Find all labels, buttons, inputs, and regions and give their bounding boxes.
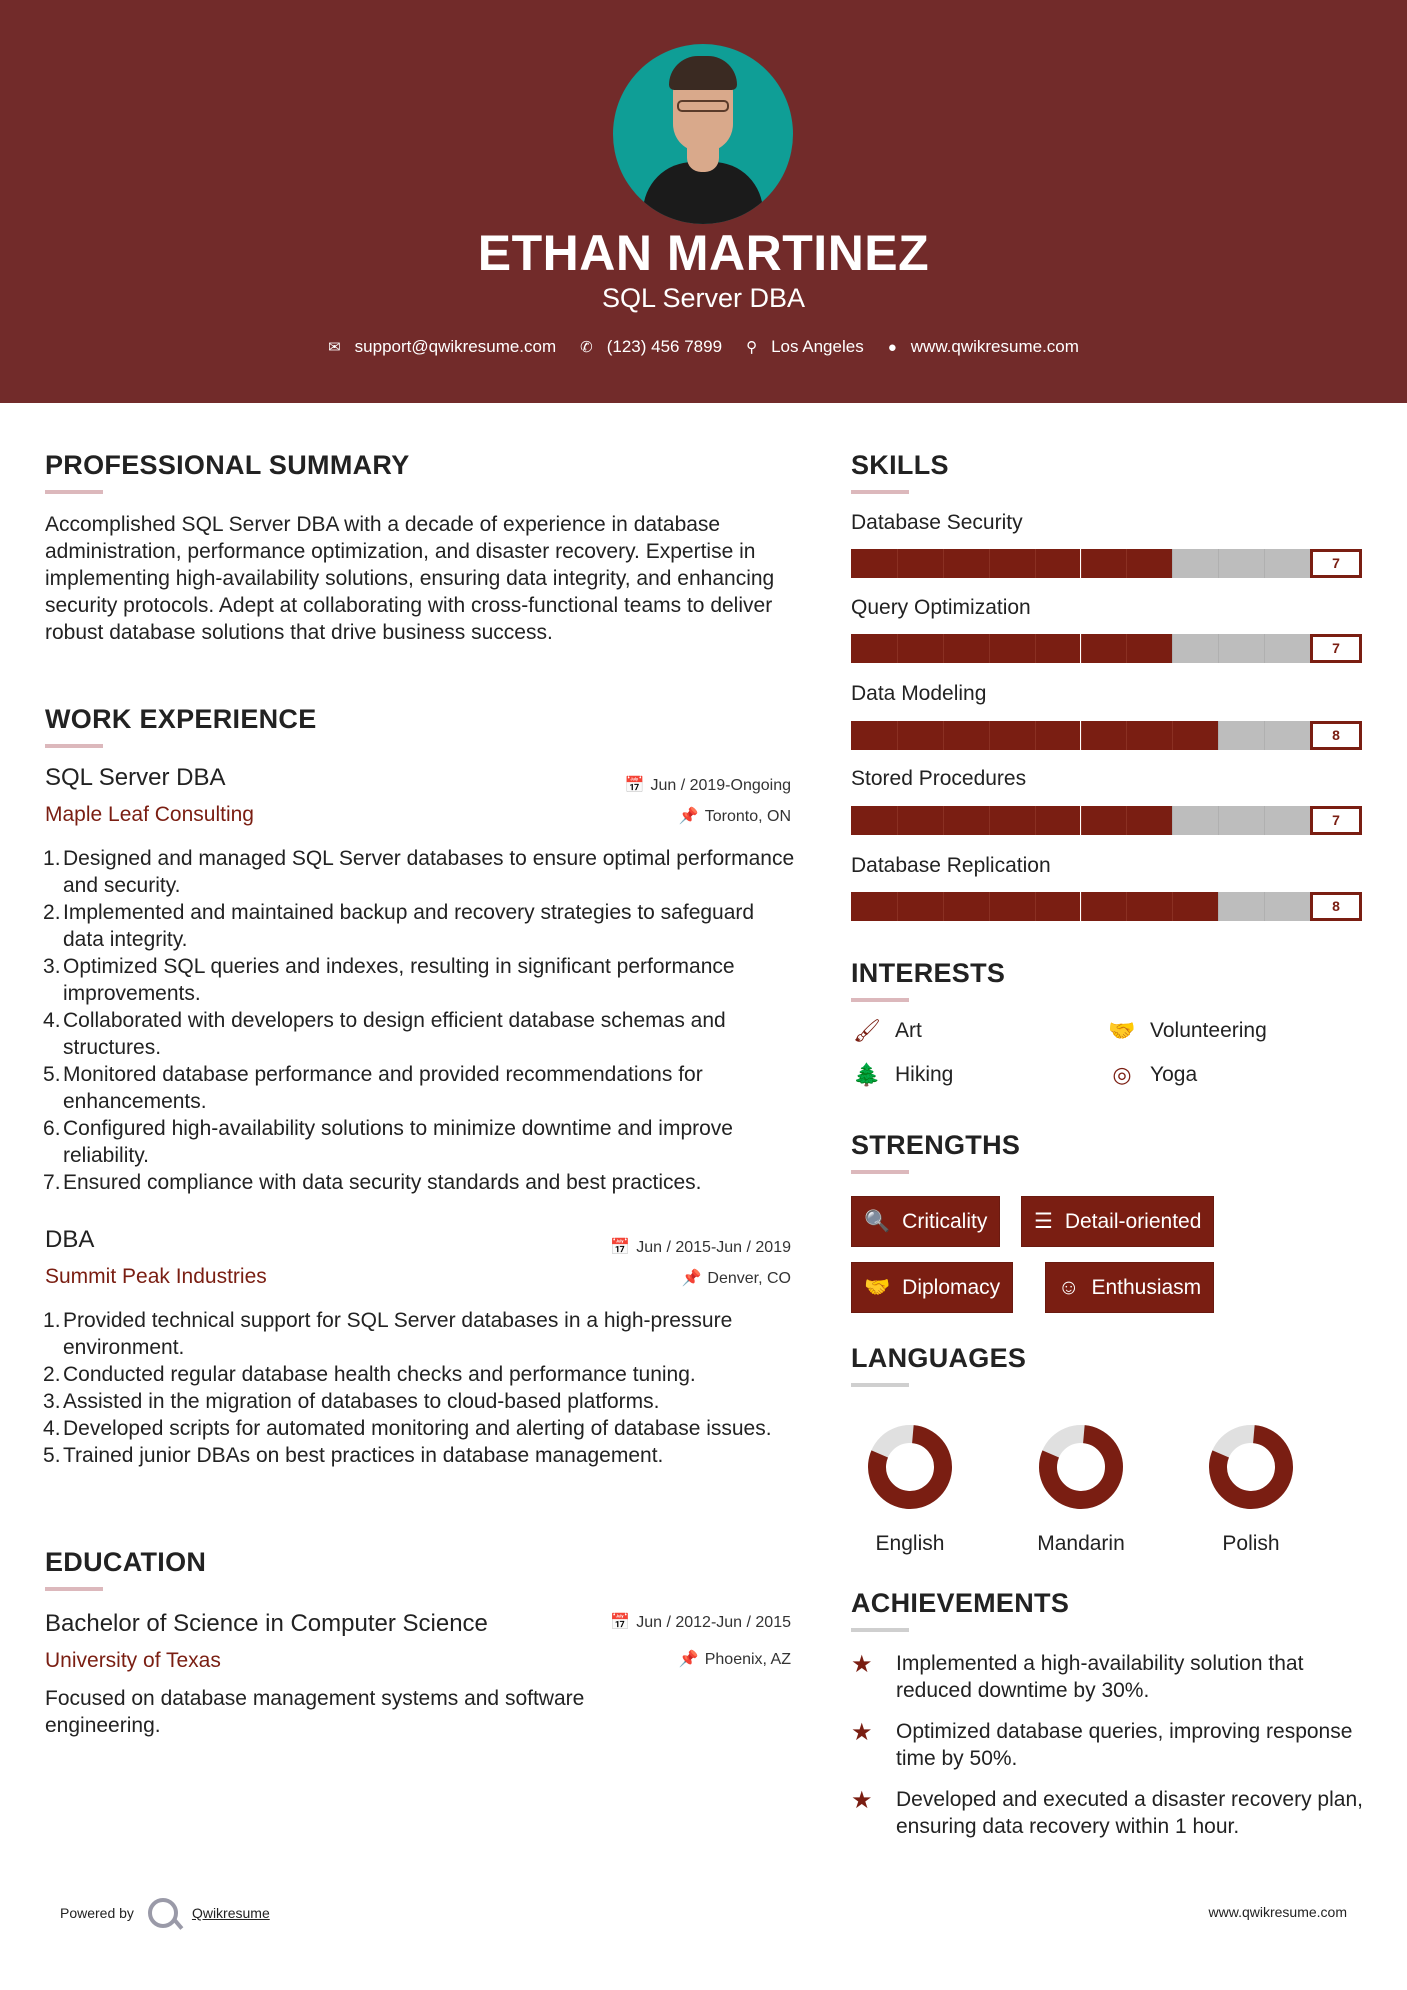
skill-bar-filled-segment: [897, 549, 943, 578]
job-location: 📌 Denver, CO: [681, 1270, 791, 1287]
skill-name: Database Replication: [851, 854, 1051, 877]
skill-name: Stored Procedures: [851, 767, 1027, 790]
profile-photo: [613, 44, 793, 224]
job-title: SQL Server DBA: [601, 283, 806, 313]
skill-bar-filled-segment: [897, 806, 943, 835]
life-ring-icon: ◎: [1112, 1062, 1132, 1087]
list-item: Conducted regular database health checks and performance tuning.: [63, 1363, 696, 1386]
skill-name: Data Modeling: [851, 682, 987, 705]
pin-icon: 📌: [681, 1270, 702, 1287]
skill-bar-filled-segment: [897, 892, 943, 921]
strength-label: Enthusiasm: [1091, 1275, 1202, 1299]
contact-text: support@qwikresume.com: [354, 337, 557, 356]
skill-name: Query Optimization: [851, 596, 1031, 619]
skill-bar: [851, 549, 1362, 578]
skill-bar-filled-segment: [1172, 892, 1218, 921]
skill-bar-empty-segment: [1264, 721, 1310, 750]
school: University of Texas: [45, 1649, 221, 1672]
skill-bar-filled-segment: [1126, 634, 1172, 663]
strengths-heading: STRENGTHS: [851, 1130, 1021, 1160]
language-item: [1006, 1422, 1156, 1556]
education-dates: 📅 Jun / 2012-Jun / 2015: [610, 1614, 791, 1631]
contact-text: www.qwikresume.com: [910, 337, 1079, 356]
list-item: Developed scripts for automated monitoring and alerting of database issues.: [63, 1417, 772, 1440]
interest-item: [851, 1018, 922, 1044]
star-icon: ★: [851, 1651, 873, 1678]
language-name: English: [875, 1532, 945, 1555]
summary-text: Accomplished SQL Server DBA with a decade of experience in database administration, performance optimization, and disaster recovery. Expertise in implementing high-availability solutions, ensuring data integrity, and enhancing security protocols. Adept at collaborating with cross-functional teams to deliver robust database solutions that drive business success.: [45, 513, 775, 644]
skill-level-value: 7: [1310, 549, 1362, 578]
list-icon: ☰: [1034, 1210, 1053, 1233]
language-item: [835, 1422, 985, 1556]
envelope-icon: ✉: [328, 339, 341, 356]
header: [0, 0, 1407, 403]
job-bullets: [45, 845, 795, 1196]
powered-by-label: Powered by: [60, 1905, 134, 1921]
skill-bar-filled-segment: [851, 806, 897, 835]
skill-bar-filled-segment: [989, 634, 1035, 663]
qwikresume-logo-icon: [148, 1898, 178, 1928]
degree: Bachelor of Science in Computer Science: [45, 1610, 488, 1637]
skill-bar-filled-segment: [943, 549, 989, 578]
skill-bar-filled-segment: [1126, 721, 1172, 750]
language-donut: [865, 1422, 955, 1512]
pin-icon: 📌: [678, 808, 699, 825]
education-location: 📌 Phoenix, AZ: [678, 1651, 791, 1668]
strength-label: Criticality: [902, 1209, 988, 1233]
list-item: Designed and managed SQL Server databases to ensure optimal performance and security.: [63, 847, 795, 897]
list-item: Optimized SQL queries and indexes, resulting in significant performance improvements.: [63, 955, 735, 1005]
skill-level-value: 7: [1310, 634, 1362, 663]
education-description: Focused on database management systems and software engineering.: [45, 1687, 585, 1737]
handshake-icon: 🤝: [864, 1275, 891, 1299]
skill-bar-filled-segment: [1126, 806, 1172, 835]
skill-bar-filled-segment: [897, 634, 943, 663]
job-company: Summit Peak Industries: [45, 1265, 267, 1288]
skill-level-value: 8: [1310, 721, 1362, 750]
skill-bar-filled-segment: [1172, 721, 1218, 750]
contact-text: (123) 456 7899: [606, 337, 723, 356]
skill-bar-filled-segment: [989, 892, 1035, 921]
list-item: Provided technical support for SQL Server databases in a high-pressure environment.: [63, 1309, 733, 1359]
achievement-text: Optimized database queries, improving response time by 50%.: [896, 1720, 1353, 1770]
language-item: [1176, 1422, 1326, 1556]
strength-label: Detail-oriented: [1064, 1209, 1202, 1233]
skill-bar-empty-segment: [1172, 806, 1218, 835]
pin-icon: 📌: [678, 1651, 699, 1668]
job-dates: 📅 Jun / 2015-Jun / 2019: [610, 1239, 791, 1256]
achievement-item: [851, 1650, 1371, 1704]
list-item: Implemented and maintained backup and recovery strategies to safeguard data integrity.: [63, 901, 755, 951]
contact-bar: [0, 337, 1407, 357]
summary-heading: PROFESSIONAL SUMMARY: [45, 450, 410, 480]
strength-tag: [851, 1262, 1013, 1313]
star-icon: ★: [851, 1787, 873, 1814]
interest-label: Yoga: [1150, 1063, 1198, 1086]
skill-bar-empty-segment: [1264, 892, 1310, 921]
skill-bar-filled-segment: [943, 721, 989, 750]
qwikresume-link[interactable]: Qwikresume: [191, 1905, 270, 1921]
contact-text: Los Angeles: [771, 337, 864, 356]
list-item: Assisted in the migration of databases to cloud-based platforms.: [63, 1390, 660, 1413]
skill-bar: [851, 892, 1362, 921]
skill-bar-empty-segment: [1264, 634, 1310, 663]
skill-bar-filled-segment: [851, 634, 897, 663]
skill-bar-filled-segment: [989, 549, 1035, 578]
skill-bar-filled-segment: [1126, 549, 1172, 578]
search-icon: 🔍: [864, 1209, 891, 1233]
footer-url: www.qwikresume.com: [1208, 1904, 1347, 1920]
skill-bar-filled-segment: [943, 634, 989, 663]
globe-icon: ●: [887, 338, 897, 356]
contact-item[interactable]: [888, 337, 1079, 357]
achievement-text: Developed and executed a disaster recovery plan, ensuring data recovery within 1 hour.: [896, 1788, 1363, 1838]
list-item: Trained junior DBAs on best practices in database management.: [63, 1444, 664, 1467]
handshake-icon: 🤝: [1108, 1018, 1136, 1043]
candidate-name: ETHAN MARTINEZ: [477, 225, 930, 281]
strength-tag: [1045, 1262, 1214, 1313]
strength-tag: [851, 1196, 1000, 1247]
strength-tag: [1021, 1196, 1214, 1247]
skill-bar-filled-segment: [943, 892, 989, 921]
list-item: Monitored database performance and provided recommendations for enhancements.: [63, 1063, 703, 1113]
skill-bar-empty-segment: [1218, 634, 1264, 663]
skill-bar: [851, 634, 1362, 663]
language-name: Polish: [1222, 1532, 1280, 1555]
skill-bar-filled-segment: [989, 721, 1035, 750]
skill-bar-empty-segment: [1218, 721, 1264, 750]
job-role: SQL Server DBA: [45, 764, 226, 791]
skill-level-value: 7: [1310, 806, 1362, 835]
job-dates: 📅 Jun / 2019-Ongoing: [624, 777, 791, 794]
languages-heading: LANGUAGES: [851, 1343, 1027, 1373]
achievement-text: Implemented a high-availability solution that reduced downtime by 30%.: [896, 1652, 1304, 1702]
achievements-heading: ACHIEVEMENTS: [851, 1588, 1070, 1618]
job-company: Maple Leaf Consulting: [45, 803, 254, 826]
skill-bar-filled-segment: [1035, 634, 1081, 663]
job-location: 📌 Toronto, ON: [678, 808, 791, 825]
paintbrush-icon: 🖌: [853, 1018, 881, 1043]
skill-bar-empty-segment: [1264, 806, 1310, 835]
calendar-icon: 📅: [610, 1614, 631, 1631]
contact-item[interactable]: [746, 337, 864, 357]
skill-bar-filled-segment: [851, 892, 897, 921]
skills-heading: SKILLS: [851, 450, 949, 480]
job-bullets: [45, 1307, 795, 1469]
language-donut: [1206, 1422, 1296, 1512]
list-item: Ensured compliance with data security standards and best practices.: [63, 1171, 702, 1194]
interest-item: [851, 1062, 953, 1088]
skill-bar-empty-segment: [1264, 549, 1310, 578]
skill-bar-empty-segment: [1218, 806, 1264, 835]
calendar-icon: 📅: [624, 777, 645, 794]
experience-heading: WORK EXPERIENCE: [45, 704, 317, 734]
strength-label: Diplomacy: [902, 1275, 1001, 1299]
skill-bar-filled-segment: [1126, 892, 1172, 921]
skill-bar-filled-segment: [851, 549, 897, 578]
map-pin-icon: ⚲: [746, 339, 758, 356]
skill-bar: [851, 806, 1362, 835]
skill-bar-filled-segment: [1035, 721, 1081, 750]
skill-bar-filled-segment: [1035, 549, 1081, 578]
skill-bar-filled-segment: [851, 721, 897, 750]
skill-bar: [851, 721, 1362, 750]
skill-bar-filled-segment: [1081, 634, 1127, 663]
skill-bar-empty-segment: [1172, 634, 1218, 663]
skill-level-value: 8: [1310, 892, 1362, 921]
skill-bar-empty-segment: [1172, 549, 1218, 578]
smile-icon: ☺: [1058, 1275, 1080, 1299]
education-heading: EDUCATION: [45, 1547, 207, 1577]
skill-bar-empty-segment: [1218, 892, 1264, 921]
achievement-item: [851, 1718, 1371, 1772]
skill-bar-filled-segment: [1081, 892, 1127, 921]
contact-item[interactable]: [580, 337, 722, 357]
interest-label: Hiking: [895, 1063, 954, 1086]
skill-bar-filled-segment: [943, 806, 989, 835]
achievement-item: [851, 1786, 1371, 1840]
interest-label: Volunteering: [1150, 1019, 1267, 1042]
star-icon: ★: [851, 1719, 873, 1746]
skill-bar-filled-segment: [1081, 721, 1127, 750]
calendar-icon: 📅: [610, 1239, 631, 1256]
language-donut: [1036, 1422, 1126, 1512]
skill-bar-filled-segment: [1035, 892, 1081, 921]
interests-heading: INTERESTS: [851, 958, 1006, 988]
footer-powered-by: [60, 1898, 270, 1928]
interest-label: Art: [895, 1019, 922, 1042]
contact-item[interactable]: [328, 337, 556, 357]
skill-name: Database Security: [851, 511, 1023, 534]
list-item: Configured high-availability solutions to minimize downtime and improve reliability.: [63, 1117, 733, 1167]
skill-bar-filled-segment: [989, 806, 1035, 835]
interest-item: [1106, 1018, 1267, 1044]
list-item: Collaborated with developers to design efficient database schemas and structures.: [63, 1009, 726, 1059]
skill-bar-filled-segment: [897, 721, 943, 750]
interest-item: [1106, 1062, 1197, 1088]
tree-icon: 🌲: [853, 1062, 881, 1087]
phone-icon: ✆: [580, 339, 593, 356]
skill-bar-filled-segment: [1035, 806, 1081, 835]
skill-bar-filled-segment: [1081, 806, 1127, 835]
job-role: DBA: [45, 1226, 95, 1253]
skill-bar-empty-segment: [1218, 549, 1264, 578]
language-name: Mandarin: [1037, 1532, 1125, 1555]
skill-bar-filled-segment: [1081, 549, 1127, 578]
